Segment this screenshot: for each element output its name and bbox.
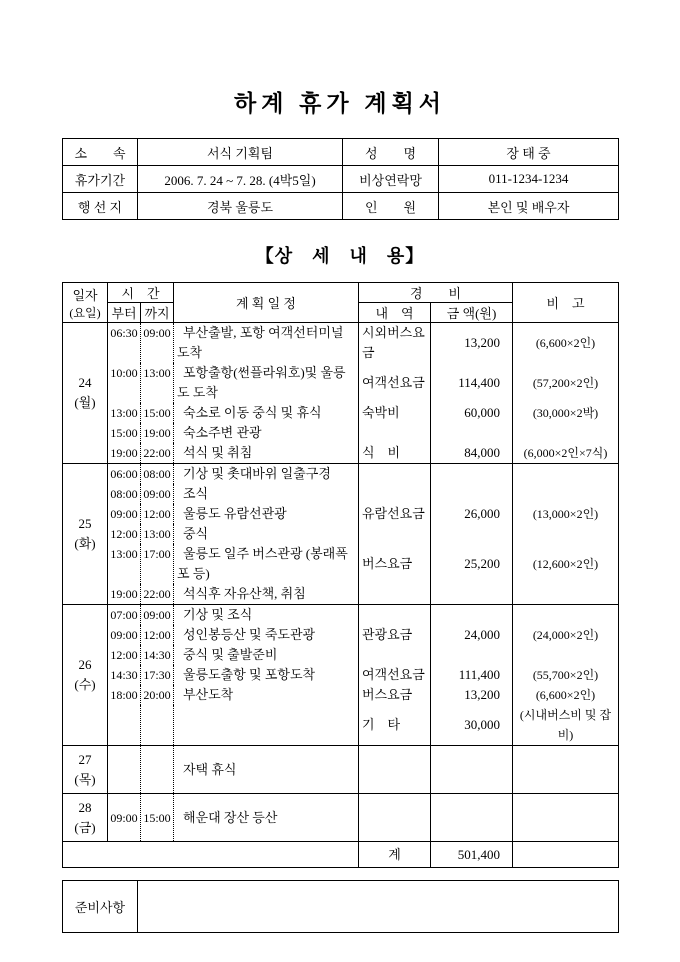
- time-from: 07:00: [108, 605, 141, 626]
- expense-amount: [431, 524, 513, 544]
- schedule-row: [63, 464, 619, 485]
- expense-item: 여객선요금: [359, 665, 431, 685]
- header-date-line1: 일자: [72, 287, 98, 303]
- preparation-content: [138, 881, 619, 933]
- note-text: [513, 794, 619, 842]
- plan-text: 기상 및 조식: [174, 605, 359, 626]
- day-of-week: (금): [74, 819, 96, 835]
- schedule-table-body: [63, 323, 619, 842]
- schedule-row: [63, 443, 619, 464]
- expense-amount: [431, 423, 513, 443]
- expense-amount: 24,000: [431, 625, 513, 645]
- plan-text: 숙소주변 관광: [174, 423, 359, 443]
- day-number: 25: [78, 516, 92, 531]
- info-table: [62, 138, 619, 220]
- day-number: 28: [78, 799, 92, 815]
- plan-text: 부산출발, 포항 여객선터미널 도착: [174, 323, 359, 364]
- time-from: 06:30: [108, 323, 141, 364]
- header-note: 비 고: [513, 283, 619, 323]
- total-amount: 501,400: [431, 842, 513, 868]
- info-value-period: 2006. 7. 24 ~ 7. 28. (4박5일): [138, 166, 343, 193]
- info-row: [63, 139, 619, 166]
- plan-text: 해운대 장산 등산: [174, 794, 359, 842]
- expense-item: [359, 605, 431, 626]
- schedule-row: [63, 705, 619, 746]
- schedule-row: [63, 584, 619, 605]
- time-from: [108, 705, 141, 746]
- plan-text: 조식: [174, 484, 359, 504]
- time-to: 15:00: [141, 794, 174, 842]
- info-row: [63, 193, 619, 220]
- preparation-row: [63, 881, 619, 933]
- expense-amount: [431, 605, 513, 626]
- header-time-to: 까지: [141, 303, 174, 323]
- header-time: 시 간: [108, 283, 174, 303]
- note-text: [513, 524, 619, 544]
- plan-text: 울릉도 일주 버스관광 (봉래폭포 등): [174, 544, 359, 584]
- time-from: 19:00: [108, 443, 141, 464]
- expense-item: [359, 464, 431, 485]
- expense-amount: [431, 464, 513, 485]
- day-of-week: (월): [74, 395, 96, 410]
- note-text: (12,600×2인): [532, 557, 599, 571]
- page-title: 하계 휴가 계획서: [233, 91, 447, 116]
- time-from: 19:00: [108, 584, 141, 605]
- expense-item: 여객선요금: [359, 363, 431, 403]
- note-text: (30,000×2박): [532, 406, 599, 420]
- header-expense-amount: 금 액(원): [431, 303, 513, 323]
- plan-text: 자택 휴식: [174, 746, 359, 794]
- info-row: [63, 166, 619, 193]
- expense-amount: 60,000: [431, 403, 513, 423]
- schedule-row: [63, 645, 619, 665]
- schedule-row: [63, 524, 619, 544]
- day-cell: [63, 794, 108, 842]
- plan-text: 울릉도출항 및 포항도착: [174, 665, 359, 685]
- total-empty-cell: [63, 842, 359, 868]
- time-to: [141, 746, 174, 794]
- section-title: 【상 세 내 용】: [255, 246, 425, 266]
- preparation-label: 준비사항: [63, 881, 138, 933]
- expense-amount: [431, 484, 513, 504]
- schedule-row: [63, 504, 619, 524]
- time-from: 14:30: [108, 665, 141, 685]
- time-to: 22:00: [141, 584, 174, 605]
- time-from: 13:00: [108, 544, 141, 584]
- info-value-affiliation: 서식 기획팀: [138, 139, 343, 166]
- note-text: (57,200×2인): [532, 376, 599, 390]
- schedule-row: [63, 484, 619, 504]
- time-from: 08:00: [108, 484, 141, 504]
- total-row: [63, 842, 619, 868]
- schedule-row: [63, 794, 619, 842]
- note-text: [513, 484, 619, 504]
- total-label: 계: [359, 842, 431, 868]
- time-to: 09:00: [141, 323, 174, 364]
- schedule-table-footer: [63, 842, 619, 868]
- schedule-row: [63, 685, 619, 705]
- note-text: [513, 584, 619, 605]
- info-value-personnel: 본인 및 배우자: [439, 193, 619, 220]
- expense-item: [359, 584, 431, 605]
- time-to: 13:00: [141, 363, 174, 403]
- expense-item: [359, 524, 431, 544]
- header-time-from: 부터: [108, 303, 141, 323]
- plan-text: 석식 및 취침: [174, 443, 359, 464]
- schedule-table: [62, 282, 619, 868]
- day-number: 27: [78, 751, 92, 767]
- plan-text: 성인봉등산 및 죽도관광: [174, 625, 359, 645]
- plan-text: [174, 705, 359, 746]
- schedule-row: [63, 625, 619, 645]
- plan-text: 포항출항(썬플라워호)및 울릉도 도착: [174, 363, 359, 403]
- expense-item: [359, 746, 431, 794]
- time-from: 18:00: [108, 685, 141, 705]
- expense-amount: 84,000: [431, 443, 513, 464]
- note-text: (시내버스비 및 잡비): [519, 708, 612, 742]
- schedule-row: [63, 403, 619, 423]
- day-number: 26: [78, 657, 92, 672]
- schedule-row: [63, 423, 619, 443]
- time-to: 09:00: [141, 605, 174, 626]
- time-to: 08:00: [141, 464, 174, 485]
- expense-item: 숙박비: [359, 403, 431, 423]
- time-from: 15:00: [108, 423, 141, 443]
- expense-item: 식 비: [359, 443, 431, 464]
- header-plan: 계 획 일 정: [174, 283, 359, 323]
- time-from: 09:00: [108, 625, 141, 645]
- note-text: (24,000×2인): [532, 628, 599, 642]
- header-date-line2: (요일): [69, 305, 101, 320]
- expense-item: 버스요금: [359, 685, 431, 705]
- expense-amount: 26,000: [431, 504, 513, 524]
- expense-item: 유람선요금: [359, 504, 431, 524]
- day-of-week: (수): [74, 677, 96, 692]
- time-from: 06:00: [108, 464, 141, 485]
- info-label-destination: 행 선 지: [63, 193, 138, 220]
- note-text: (55,700×2인): [532, 668, 599, 682]
- time-to: 17:00: [141, 544, 174, 584]
- time-from: 12:00: [108, 645, 141, 665]
- header-expense-item: 내 역: [359, 303, 431, 323]
- time-to: 12:00: [141, 625, 174, 645]
- info-label-period: 휴가기간: [63, 166, 138, 193]
- note-text: [513, 423, 619, 443]
- day-of-week: (화): [74, 536, 96, 551]
- plan-text: 부산도착: [174, 685, 359, 705]
- schedule-row: [63, 746, 619, 794]
- day-cell: [63, 464, 108, 605]
- info-label-name: 성 명: [343, 139, 439, 166]
- day-of-week: (목): [74, 771, 96, 787]
- day-number: 24: [78, 375, 92, 390]
- expense-amount: 114,400: [431, 363, 513, 403]
- info-value-name: 장 태 중: [439, 139, 619, 166]
- note-text: (13,000×2인): [532, 507, 599, 521]
- info-value-emergency-contact: 011-1234-1234: [439, 166, 619, 193]
- expense-item: [359, 484, 431, 504]
- plan-text: 중식 및 출발준비: [174, 645, 359, 665]
- note-text: [513, 645, 619, 665]
- plan-text: 중식: [174, 524, 359, 544]
- note-text: (6,000×2인×7식): [523, 446, 608, 460]
- expense-item: 시외버스요금: [359, 323, 431, 364]
- schedule-row: [63, 363, 619, 403]
- plan-text: 숙소로 이동 중식 및 휴식: [174, 403, 359, 423]
- header-expense: 경 비: [359, 283, 513, 303]
- schedule-row: [63, 323, 619, 364]
- plan-text: 기상 및 촛대바위 일출구경: [174, 464, 359, 485]
- expense-item: [359, 423, 431, 443]
- time-to: 17:30: [141, 665, 174, 685]
- expense-amount: [431, 794, 513, 842]
- expense-amount: 25,200: [431, 544, 513, 584]
- time-from: 09:00: [108, 504, 141, 524]
- preparation-box: [62, 880, 619, 933]
- time-to: 13:00: [141, 524, 174, 544]
- expense-amount: [431, 584, 513, 605]
- plan-text: 석식후 자유산책, 취침: [174, 584, 359, 605]
- time-to: 22:00: [141, 443, 174, 464]
- time-to: 09:00: [141, 484, 174, 504]
- day-cell: [63, 746, 108, 794]
- expense-amount: 30,000: [431, 705, 513, 746]
- info-label-affiliation: 소 속: [63, 139, 138, 166]
- expense-item: 기 타: [359, 705, 431, 746]
- expense-amount: 111,400: [431, 665, 513, 685]
- schedule-row: [63, 605, 619, 626]
- time-from: 13:00: [108, 403, 141, 423]
- note-text: (6,600×2인): [513, 323, 619, 364]
- info-value-destination: 경북 울릉도: [138, 193, 343, 220]
- schedule-table-header: [63, 283, 619, 323]
- time-from: 09:00: [108, 794, 141, 842]
- time-from: 10:00: [108, 363, 141, 403]
- note-text: [513, 605, 619, 626]
- expense-amount: 13,200: [431, 685, 513, 705]
- expense-item: [359, 645, 431, 665]
- expense-amount: 13,200: [431, 323, 513, 364]
- schedule-row: [63, 665, 619, 685]
- info-label-emergency-contact: 비상연락망: [343, 166, 439, 193]
- expense-item: [359, 794, 431, 842]
- day-cell: [63, 605, 108, 746]
- note-text: [513, 746, 619, 794]
- plan-text: 울릉도 유람선관광: [174, 504, 359, 524]
- time-to: 15:00: [141, 403, 174, 423]
- expense-item: 버스요금: [359, 544, 431, 584]
- time-to: [141, 705, 174, 746]
- info-label-personnel: 인 원: [343, 193, 439, 220]
- day-cell: [63, 323, 108, 464]
- header-date: [63, 283, 108, 323]
- time-to: 12:00: [141, 504, 174, 524]
- note-text: (6,600×2인): [535, 688, 596, 702]
- total-note: [513, 842, 619, 868]
- expense-amount: [431, 746, 513, 794]
- schedule-row: [63, 544, 619, 584]
- time-from: 12:00: [108, 524, 141, 544]
- time-from: [108, 746, 141, 794]
- time-to: 20:00: [141, 685, 174, 705]
- time-to: 14:30: [141, 645, 174, 665]
- time-to: 19:00: [141, 423, 174, 443]
- expense-amount: [431, 645, 513, 665]
- note-text: [513, 464, 619, 485]
- expense-item: 관광요금: [359, 625, 431, 645]
